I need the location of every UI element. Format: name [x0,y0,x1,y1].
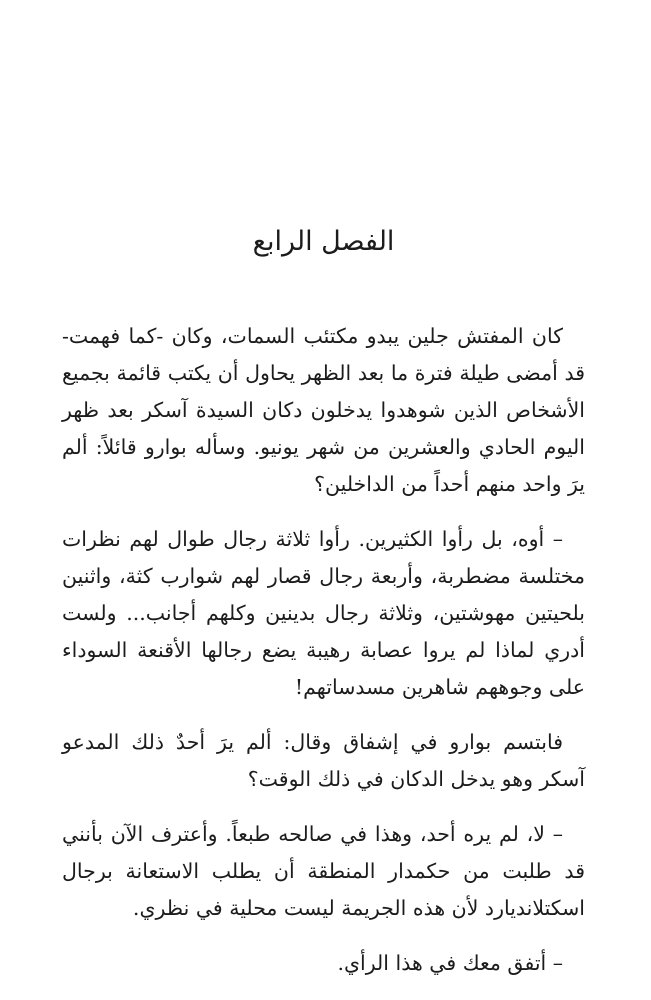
paragraph-2: – أوه، بل رأوا الكثيرين. رأوا ثلاثة رجال طوال لهم نظرات مختلسة مضطربة، وأربعة رجال قصار لهم شوارب كثة، واثنين بلحيتين مهوشتين، وثلاثة رجال بدينين وكلهم أجانب... ولست أدري لماذا لم يروا عصابة رهيبة يضع رجالها الأقنعة السوداء على وجوههم شاهرين مسدساتهم! [62,527,585,699]
paragraph-3: فابتسم بوارو في إشفاق وقال: ألم يرَ أحدٌ ذلك المدعو آسكر وهو يدخل الدكان في ذلك الوقت؟ [62,730,585,791]
paragraph-5: – أتفق معك في هذا الرأي. [337,951,563,975]
chapter-title: الفصل الرابع [252,226,395,257]
paragraph-1: كان المفتش جلين يبدو مكتئب السمات، وكان -كما فهمت- قد أمضى طيلة فترة ما بعد الظهر يحاول أن يكتب قائمة بجميع الأشخاص الذين شوهدوا يدخلون دكان السيدة آسكر بعد ظهر اليوم الحادي والعشرين من شهر يونيو. وسأله بوارو قائلاً: ألم يرَ واحد منهم أحداً من الداخلين؟ [62,324,585,496]
paragraph-4: – لا، لم يره أحد، وهذا في صالحه طبعاً. وأعترف الآن بأنني قد طلبت من حكمدار المنطقة أن يطلب الاستعانة برجال اسكتلانديارد لأن هذه الجريمة ليست محلية في نظري. [62,822,585,920]
chapter-body [62,318,585,982]
